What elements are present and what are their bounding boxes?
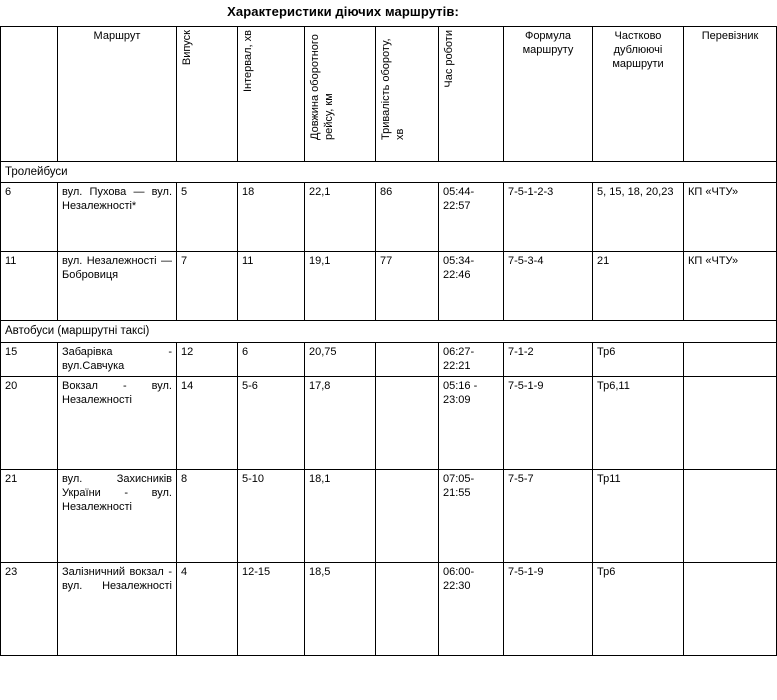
cell-formula: 7-5-1-2-3 — [504, 183, 593, 252]
cell-carrier — [684, 563, 777, 656]
cell-work-time: 05:34-22:46 — [439, 252, 504, 321]
header-number — [1, 27, 58, 162]
cell-duration — [376, 342, 439, 377]
cell-work-time: 05:44-22:57 — [439, 183, 504, 252]
cell-route: Вокзал - вул. Незалежності — [58, 377, 177, 470]
cell-duplicates: Тр6 — [593, 342, 684, 377]
cell-length: 18,1 — [305, 470, 376, 563]
cell-number: 6 — [1, 183, 58, 252]
header-vypusk — [177, 27, 238, 162]
cell-interval: 5-6 — [238, 377, 305, 470]
cell-number: 11 — [1, 252, 58, 321]
cell-duplicates: Тр6,11 — [593, 377, 684, 470]
cell-duration: 77 — [376, 252, 439, 321]
cell-formula: 7-1-2 — [504, 342, 593, 377]
cell-number: 23 — [1, 563, 58, 656]
cell-vypusk: 7 — [177, 252, 238, 321]
cell-number: 15 — [1, 342, 58, 377]
table-row — [1, 377, 777, 470]
header-vypusk-label: Випуск — [181, 30, 193, 66]
cell-duplicates: Тр6 — [593, 563, 684, 656]
header-work-time-label: Час роботи — [443, 30, 455, 88]
cell-interval: 12-15 — [238, 563, 305, 656]
cell-length: 20,75 — [305, 342, 376, 377]
header-route: Маршрут — [58, 27, 177, 162]
table-row — [1, 183, 777, 252]
header-length-label: Довжина оборотного рейсу, км — [309, 34, 335, 140]
cell-route: вул. Незалежності — Бобровиця — [58, 252, 177, 321]
cell-interval: 18 — [238, 183, 305, 252]
cell-vypusk: 5 — [177, 183, 238, 252]
table-header — [1, 27, 777, 162]
table-row — [1, 342, 777, 377]
cell-carrier: КП «ЧТУ» — [684, 252, 777, 321]
cell-work-time: 07:05-21:55 — [439, 470, 504, 563]
cell-vypusk: 4 — [177, 563, 238, 656]
cell-formula: 7-5-1-9 — [504, 563, 593, 656]
cell-route: вул. Захисників України - вул. Незалежності — [58, 470, 177, 563]
section-label: Автобуси (маршрутні таксі) — [1, 321, 777, 342]
table-row — [1, 252, 777, 321]
cell-duplicates: 5, 15, 18, 20,23 — [593, 183, 684, 252]
cell-formula: 7-5-7 — [504, 470, 593, 563]
cell-route: вул. Пухова — вул. Незалежності* — [58, 183, 177, 252]
cell-length: 17,8 — [305, 377, 376, 470]
table-row — [1, 563, 777, 656]
section-header-trolleybus — [1, 162, 777, 183]
table-header-row — [1, 27, 777, 162]
cell-vypusk: 8 — [177, 470, 238, 563]
header-interval-label: Інтервал, хв — [242, 30, 254, 92]
cell-length: 19,1 — [305, 252, 376, 321]
cell-carrier — [684, 470, 777, 563]
header-work-time — [439, 27, 504, 162]
header-duration — [376, 27, 439, 162]
cell-number: 21 — [1, 470, 58, 563]
header-interval — [238, 27, 305, 162]
section-header-bus — [1, 321, 777, 342]
cell-vypusk: 12 — [177, 342, 238, 377]
cell-duplicates: Тр11 — [593, 470, 684, 563]
cell-duration — [376, 377, 439, 470]
cell-carrier — [684, 377, 777, 470]
routes-table — [0, 26, 777, 656]
cell-formula: 7-5-1-9 — [504, 377, 593, 470]
cell-duration — [376, 563, 439, 656]
page-title: Характеристики діючих маршрутів: — [227, 4, 459, 19]
cell-length: 22,1 — [305, 183, 376, 252]
table-row — [1, 470, 777, 563]
cell-work-time: 06:00-22:30 — [439, 563, 504, 656]
cell-carrier: КП «ЧТУ» — [684, 183, 777, 252]
cell-route: Залізничний вокзал - вул. Незалежності — [58, 563, 177, 656]
cell-length: 18,5 — [305, 563, 376, 656]
header-duplicates: Частково дублюючі маршрути — [593, 27, 684, 162]
table-body — [1, 162, 777, 656]
cell-interval: 5-10 — [238, 470, 305, 563]
header-formula: Формула маршруту — [504, 27, 593, 162]
cell-vypusk: 14 — [177, 377, 238, 470]
header-length — [305, 27, 376, 162]
header-duration-label: Тривалість обороту, хв — [380, 38, 406, 140]
cell-interval: 11 — [238, 252, 305, 321]
cell-duration: 86 — [376, 183, 439, 252]
section-label: Тролейбуси — [1, 162, 777, 183]
cell-work-time: 05:16 - 23:09 — [439, 377, 504, 470]
cell-interval: 6 — [238, 342, 305, 377]
header-carrier: Перевізник — [684, 27, 777, 162]
cell-duplicates: 21 — [593, 252, 684, 321]
cell-duration — [376, 470, 439, 563]
cell-work-time: 06:27-22:21 — [439, 342, 504, 377]
cell-carrier — [684, 342, 777, 377]
cell-number: 20 — [1, 377, 58, 470]
cell-formula: 7-5-3-4 — [504, 252, 593, 321]
cell-route: Забарівка - вул.Савчука — [58, 342, 177, 377]
